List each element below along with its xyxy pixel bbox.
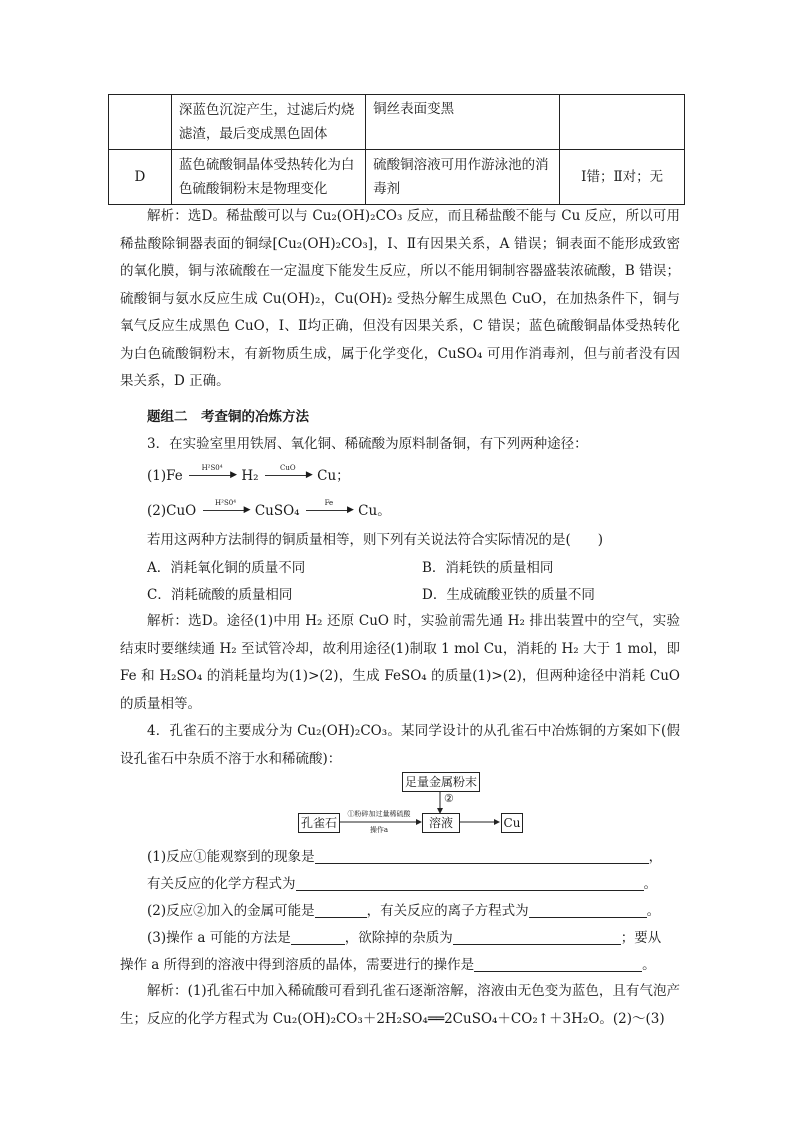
- route-end: Cu。: [358, 503, 391, 519]
- sub-question-text: ，欲除掉的杂质为: [344, 930, 453, 946]
- options-table: [108, 94, 685, 205]
- reaction-arrow: Fe ▶: [304, 503, 354, 517]
- step-2-label: ②: [444, 792, 454, 805]
- sub-question-text: 操作 a 所得到的溶液中得到溶质的晶体，需要进行的操作是: [120, 957, 475, 973]
- option-a: A．消耗氧化铜的质量不同: [147, 560, 306, 576]
- answer-blank[interactable]: [315, 849, 649, 864]
- q4-stem: 4．孔雀石的主要成分为 Cu₂(OH)₂CO₃。某同学设计的从孔雀石中冶炼铜的方案如下(假设孔雀石中杂质不溶于水和稀硫酸)：: [120, 723, 680, 767]
- step-1-label: ①粉碎加过量稀硫酸: [347, 810, 411, 818]
- copper-box: Cu: [501, 813, 523, 833]
- table-cell: 硫酸铜溶液可用作游泳池的消毒剂: [366, 150, 560, 205]
- answer-blank[interactable]: [529, 903, 647, 918]
- answer-blank[interactable]: [296, 876, 644, 891]
- analysis-q3: 解析：选D。途径(1)中用 H₂ 还原 CuO 时，实验前需先通 H₂ 排出装置中的空气，实验结束时要继续通 H₂ 至试管冷却，故利用途径(1)制取 1 mol Cu，消耗的 H₂ 大于 1 mol，即 Fe 和 H₂SO₄ 的消耗量均为(1)>(2)，生成 FeSO₄ 的质量(1)>(2)，但两种途径中消耗 CuO 的质量相等。: [120, 613, 680, 712]
- table-cell: 深蓝色沉淀产生，过滤后灼烧滤渣，最后变成黑色固体: [171, 95, 365, 150]
- sub-question-text: (2)反应②加入的金属可能是: [147, 903, 315, 919]
- table-cell: [109, 95, 172, 150]
- arrow-label: H²S0⁴: [201, 464, 223, 472]
- punctuation: 。: [643, 876, 657, 892]
- arrow-label: CuO: [280, 464, 296, 472]
- q3-route-2: [147, 501, 391, 521]
- table-cell: Ⅰ错；Ⅱ对；无: [560, 150, 685, 205]
- answer-blank[interactable]: [315, 903, 367, 918]
- punctuation: 。: [646, 903, 661, 919]
- answer-blank[interactable]: [291, 930, 345, 945]
- analysis-q2: 解析：选D。稀盐酸可以与 Cu₂(OH)₂CO₃ 反应，而且稀盐酸不能与 Cu 反应，所以可用稀盐酸除铜器表面的铜绿[Cu₂(OH)₂CO₃]，Ⅰ、Ⅱ有因果关系，A 错误；铜表面不能形成致密的氧化膜，铜与浓硫酸在一定温度下能发生反应，所以不能用铜制容器盛装浓硫酸，B 错误；硫酸铜与氨水反应生成 Cu(OH)₂，Cu(OH)₂ 受热分解生成黑色 CuO，在加热条件下，铜与氧气反应生成黑色 CuO，Ⅰ、Ⅱ均正确，但没有因果关系，C 错误；蓝色硫酸铜晶体受热转化为白色硫酸铜粉末，有新物质生成，属于化学变化，CuSO₄ 可用作消毒剂，但与前者没有因果关系，D 正确。: [120, 208, 680, 389]
- punctuation: 。: [642, 957, 656, 973]
- arrow-label: Fe: [324, 499, 334, 507]
- reaction-arrow: H²S0⁴ ▶: [201, 503, 251, 517]
- table-row: [109, 150, 685, 205]
- answer-blank[interactable]: [474, 957, 642, 972]
- operation-a-label: 操作a: [369, 826, 389, 834]
- table-row: [109, 95, 685, 150]
- table-cell: 铜丝表面变黑: [366, 95, 560, 150]
- q4-sub3-line2: [120, 955, 656, 975]
- option-d: D．生成硫酸亚铁的质量不同: [422, 587, 595, 603]
- option-b: B．消耗铁的质量相同: [422, 560, 554, 576]
- sub-question-text: ；要从: [620, 930, 662, 946]
- reaction-arrow: CuO ▶: [263, 468, 313, 482]
- table-cell: 蓝色硫酸铜晶体受热转化为白色硫酸铜粉末是物理变化: [171, 150, 365, 205]
- route-start: (2)CuO: [147, 503, 197, 519]
- option-c: C．消耗硫酸的质量相同: [147, 587, 293, 603]
- q4-sub1-line2: [147, 874, 657, 894]
- solution-box: 溶液: [422, 813, 460, 833]
- q4-sub3-line1: [147, 928, 661, 948]
- route-start: (1)Fe: [147, 468, 183, 484]
- sub-question-text: (1)反应①能观察到的现象是: [147, 849, 315, 865]
- metal-powder-box: 足量金属粉末: [402, 772, 480, 792]
- analysis-q4: 解析：(1)孔雀石中加入稀硫酸可看到孔雀石逐渐溶解，溶液由无色变为蓝色，且有气泡产生；反应的化学方程式为 Cu₂(OH)₂CO₃＋2H₂SO₄══2CuSO₄＋CO₂↑＋3H₂O。(2)～(3): [120, 983, 680, 1027]
- q4-sub2: [147, 901, 660, 921]
- flow-diagram: [298, 772, 533, 842]
- sub-question-text: ，有关反应的离子方程式为: [366, 903, 529, 919]
- table-cell: [560, 95, 685, 150]
- sub-question-text: (3)操作 a 可能的方法是: [147, 930, 291, 946]
- q3-route-1: [147, 466, 350, 486]
- group-title: 题组二 考查铜的冶炼方法: [147, 409, 309, 425]
- sub-question-text: 有关反应的化学方程式为: [147, 876, 296, 892]
- arrow-label: H²S0⁴: [215, 499, 236, 507]
- reaction-arrow: H²S0⁴ ▶: [187, 468, 237, 482]
- q3-stem: 3．在实验室里用铁屑、氧化铜、稀硫酸为原料制备铜，有下列两种途径：: [147, 436, 588, 452]
- route-mid: H₂: [241, 468, 259, 484]
- q4-sub1-line1: [147, 847, 662, 867]
- route-mid: CuSO₄: [254, 503, 300, 519]
- q3-question: 若用这两种方法制得的铜质量相等，则下列有关说法符合实际情况的是( ): [147, 532, 604, 548]
- answer-blank[interactable]: [453, 930, 621, 945]
- punctuation: ，: [648, 849, 663, 865]
- route-end: Cu；: [317, 468, 350, 484]
- malachite-box: 孔雀石: [298, 813, 340, 833]
- table-cell: D: [109, 150, 172, 205]
